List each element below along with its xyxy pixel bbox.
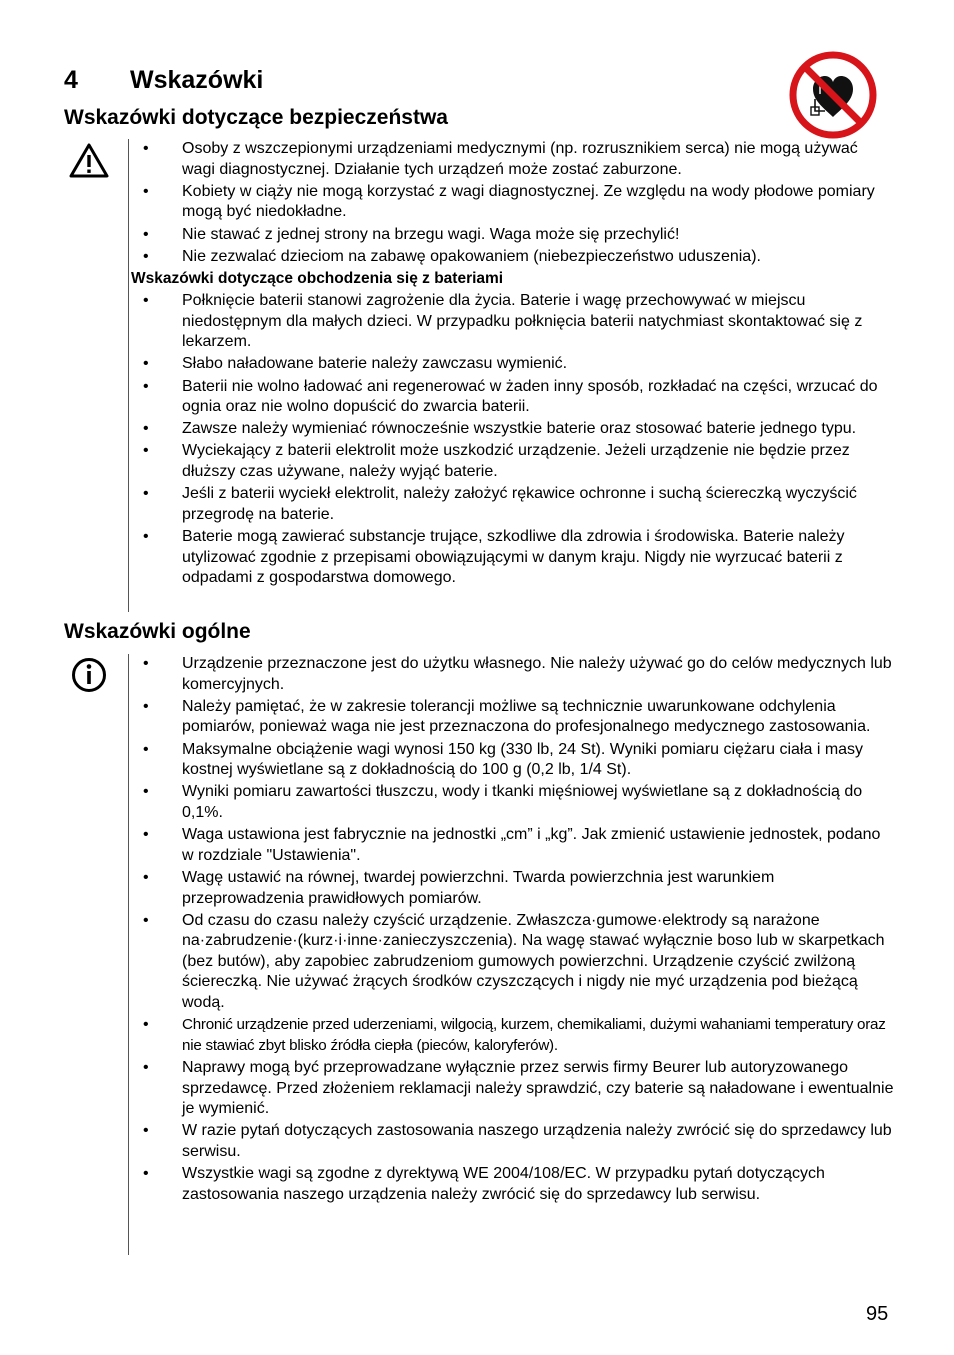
list-item: • Słabo naładowane baterie należy zawczasu wymienić. [143, 355, 568, 373]
list-item: • Wszystkie wagi są zgodne z dyrektywą WE 2004/108/EC. W przypadku pytań dotyczących zastosowania naszego urządzenia należy zwrócić się do sprzedawcy lub serwisu. [143, 1165, 825, 1203]
chapter-title: Wskazówki [130, 66, 264, 94]
safety-section-title: Wskazówki dotyczące bezpieczeństwa [64, 106, 448, 129]
general-list [129, 654, 898, 1205]
list-item: • Chronić urządzenie przed uderzeniami, wilgocią, kurzem, chemikaliami, dużymi wahaniami temperatury oraz nie stawiać zbyt blisko źródła ciepła (pieców, kaloryferów). [143, 1016, 886, 1054]
list-item: • Baterie mogą zawierać substancje trujące, szkodliwe dla zdrowia i środowiska. Baterie należy utylizować zgodnie z przepisami obowiązującymi w danym kraju. Nigdy nie wyrzucać baterii z odpadami z gospodarstwa domowego. [143, 528, 845, 587]
page-number: 95 [866, 1303, 889, 1325]
list-item: • Połknięcie baterii stanowi zagrożenie dla życia. Baterie i wagę przechowywać w miejscu niedostępnym dla małych dzieci. W przypadku połknięcia baterii natychmiast skontaktować się z lekarzem. [143, 291, 863, 351]
list-item: • Zawsze należy wymieniać równocześnie wszystkie baterie oraz stosować baterie jednego typu. [143, 420, 857, 438]
list-item: • Jeśli z baterii wyciekł elektrolit, należy założyć rękawice ochronne i suchą ściereczką wyczyścić przegrodę na baterie. [143, 485, 857, 523]
list-item: • Należy pamiętać, że w zakresie tolerancji możliwe są technicznie uwarunkowane odchylenia pomiarów, ponieważ waga nie jest przeznaczona do profesjonalnego medycznego zastosowania. [143, 697, 871, 736]
list-item: • Osoby z wszczepionymi urządzeniami medycznymi (np. rozrusznikiem serca) nie mogą używać wagi diagnostycznej. Działanie tych urządzeń może zostać zaburzone. [143, 140, 858, 178]
list-item: • Waga ustawiona jest fabrycznie na jednostki „cm” i „kg”. Jak zmienić ustawienie jednostek, podano w rozdziale "Ustawienia". [143, 826, 881, 864]
safety-list [129, 139, 898, 267]
list-item: • Urządzenie przeznaczone jest do użytku własnego. Nie należy używać go do celów medycznych lub komercyjnych. [143, 655, 892, 693]
chapter-number: 4 [64, 66, 78, 94]
list-item: • Kobiety w ciąży nie mogą korzystać z wagi diagnostycznej. Ze względu na wody płodowe pomiary mogą być niedokładne. [143, 182, 875, 221]
no-pacemaker-icon [789, 51, 877, 139]
list-item: • Maksymalne obciążenie wagi wynosi 150 kg (330 lb, 24 St). Wyniki pomiaru ciężaru ciała i masy kostnej wyświetlane są z dokładnością do 100 g (0,2 lb, 1/4 St). [143, 740, 864, 779]
list-item: • Wagę ustawić na równej, twardej powierzchni. Twarda powierzchnia jest warunkiem przeprowadzenia prawidłowych pomiarów. [143, 868, 775, 907]
warning-triangle-icon [68, 141, 110, 181]
list-item: • Od czasu do czasu należy czyścić urządzenie. Zwłaszcza·gumowe·elektrody są narażone na·zabrudzenie·(kurz·i·inne·zanieczyszczenia). Na wagę stawać wyłącznie boso lub w skarpetkach (bez butów), aby zapobiec zabrudzeniom gumowych powierzchni. Urządzenie czyścić zwilżoną ściereczką. Nie używać żrących środków czyszczących i nigdy nie myć urządzenia pod bieżącą wodą. [143, 911, 885, 1012]
safety-section-body [128, 139, 898, 612]
list-item: • W razie pytań dotyczących zastosowania naszego urządzenia należy zwrócić się do sprzedawcy lub serwisu. [143, 1122, 892, 1160]
battery-list [129, 291, 898, 589]
general-section-body [128, 654, 898, 1255]
general-section-title: Wskazówki ogólne [64, 620, 251, 643]
list-item: • Baterii nie wolno ładować ani regenerować w żaden inny sposób, rozkładać na części, wrzucać do ognia oraz nie wolno dopuścić do zwarcia baterii. [143, 377, 878, 416]
list-item: • Nie zezwalać dzieciom na zabawę opakowaniem (niebezpieczeństwo uduszenia). [143, 247, 761, 265]
list-item: • Nie stawać z jednej strony na brzegu wagi. Waga może się przechylić! [143, 225, 680, 243]
chapter-heading [64, 64, 263, 96]
info-circle-icon [68, 655, 110, 695]
list-item: • Wyciekający z baterii elektrolit może uszkodzić urządzenie. Jeżeli urządzenie nie będzie przez dłuższy czas używane, należy wyjąć baterie. [143, 442, 850, 481]
list-item: • Naprawy mogą być przeprowadzane wyłącznie przez serwis firmy Beurer lub autoryzowanego sprzedawcę. Przed złożeniem reklamacji należy sprawdzić, czy baterie są naładowane i ewentualnie je wymienić. [143, 1059, 894, 1118]
battery-subheading: Wskazówki dotyczące obchodzenia się z bateriami [131, 269, 504, 287]
list-item: • Wyniki pomiaru zawartości tłuszczu, wody i tkanki mięśniowej wyświetlane są z dokładnością do 0,1%. [143, 783, 863, 821]
